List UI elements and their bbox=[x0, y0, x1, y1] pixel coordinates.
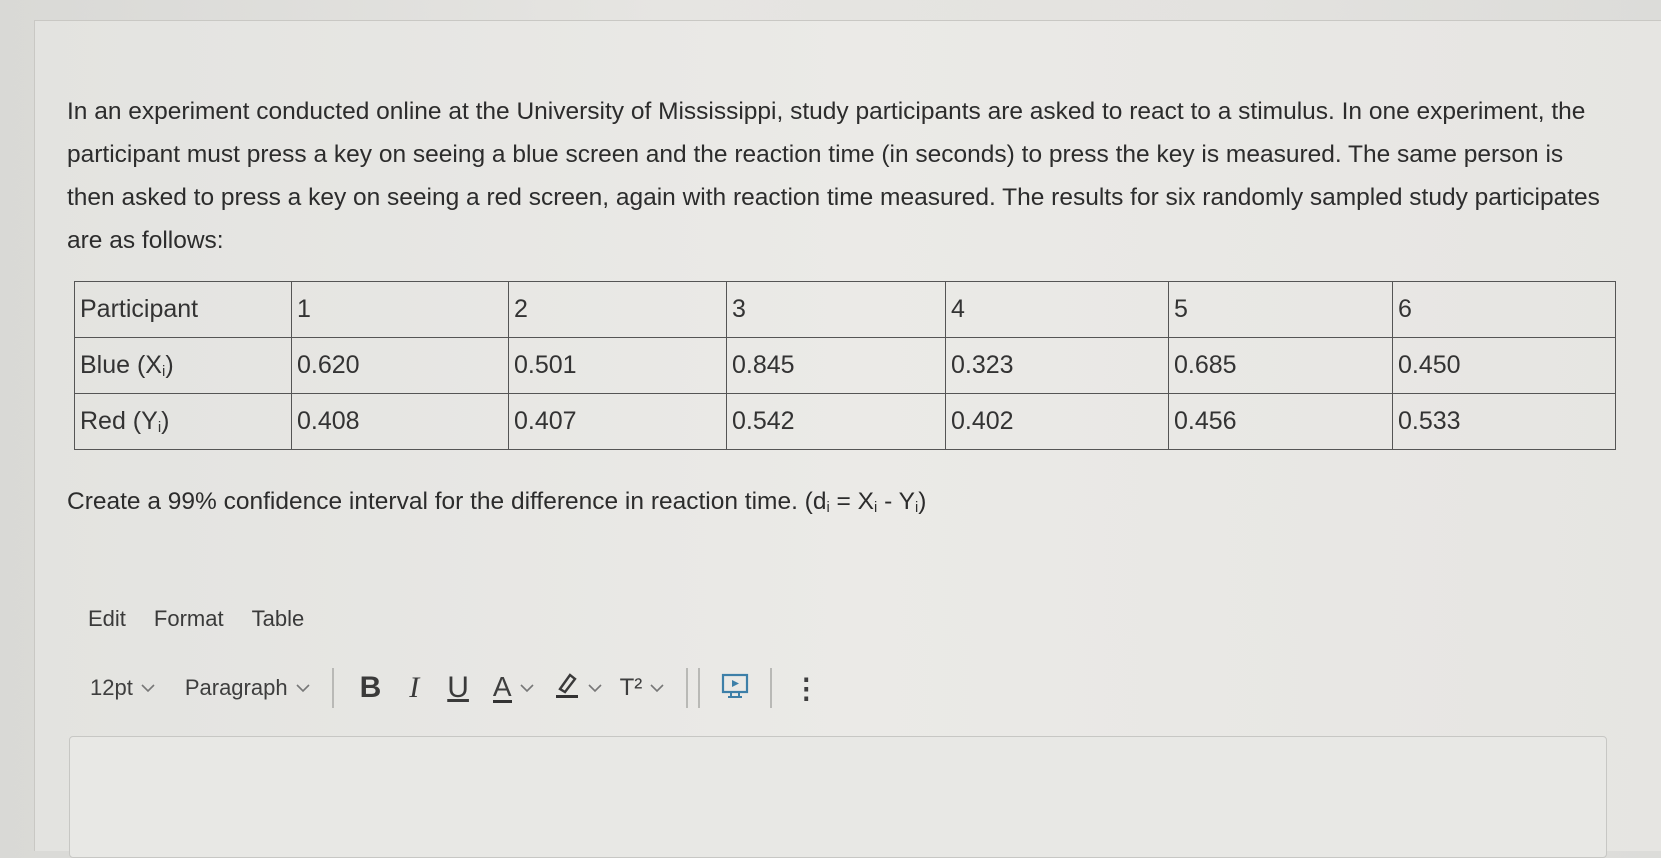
answer-editor[interactable] bbox=[69, 736, 1607, 858]
blue-cell: 0.685 bbox=[1169, 338, 1393, 394]
prompt-text bbox=[67, 488, 926, 516]
reaction-time-table bbox=[74, 281, 1616, 450]
question-text: In an experiment conducted online at the University of Mississippi, study participants are asked to react to a stimulus. In one experiment, the participant must press a key on seeing a blue screen and the reaction time (in seconds) to press the key is measured. The same person is then asked to press a key on seeing a red screen, again with reaction time measured. The results for six randomly sampled study participates are as follows: bbox=[67, 98, 1600, 254]
font-size-value: 12pt bbox=[90, 675, 133, 700]
participant-cell: 3 bbox=[727, 282, 946, 338]
blue-subscript: i bbox=[161, 363, 166, 380]
superscript-glyph: T² bbox=[619, 674, 643, 701]
row-label-red bbox=[75, 394, 292, 450]
more-vertical-icon[interactable]: ⋮ bbox=[792, 672, 821, 704]
toolbar-divider bbox=[332, 668, 334, 708]
prompt-sub: i bbox=[914, 499, 919, 516]
blue-cell: 0.323 bbox=[946, 338, 1169, 394]
participant-cell: 6 bbox=[1393, 282, 1616, 338]
prompt-sub: i bbox=[874, 499, 878, 516]
prompt-sub: i bbox=[826, 499, 830, 516]
row-label-blue bbox=[75, 338, 292, 394]
menu-format[interactable]: Format bbox=[153, 606, 224, 631]
embed-media-icon[interactable] bbox=[720, 671, 750, 706]
participant-cell: 1 bbox=[292, 282, 509, 338]
table-row bbox=[75, 338, 1616, 394]
blue-close: ) bbox=[165, 351, 174, 379]
participant-cell: 4 bbox=[946, 282, 1169, 338]
red-label: Red (Y bbox=[80, 407, 158, 435]
block-format-dropdown[interactable] bbox=[185, 675, 310, 701]
bold-button[interactable]: B bbox=[359, 671, 382, 704]
chevron-down-icon bbox=[650, 680, 664, 697]
red-cell: 0.402 bbox=[946, 394, 1169, 450]
menu-edit[interactable]: Edit bbox=[88, 606, 126, 631]
font-size-dropdown[interactable] bbox=[90, 675, 155, 701]
text-color-button[interactable] bbox=[492, 670, 534, 703]
chevron-down-icon bbox=[588, 680, 602, 697]
highlighter-icon bbox=[554, 671, 580, 705]
toolbar-divider bbox=[698, 668, 700, 708]
toolbar-divider bbox=[686, 668, 688, 708]
prompt-mid: - Y bbox=[877, 488, 915, 515]
underline-button[interactable]: U bbox=[447, 671, 469, 704]
table-row bbox=[75, 282, 1616, 338]
chevron-down-icon bbox=[296, 680, 310, 697]
prompt-mid: = X bbox=[829, 488, 874, 515]
blue-cell: 0.450 bbox=[1393, 338, 1616, 394]
prompt-prefix: Create a 99% confidence interval for the difference in reaction time. (d bbox=[67, 488, 827, 515]
red-close: ) bbox=[161, 407, 170, 435]
blue-cell: 0.501 bbox=[509, 338, 727, 394]
red-cell: 0.407 bbox=[509, 394, 727, 450]
block-format-value: Paragraph bbox=[184, 675, 288, 700]
superscript-button[interactable] bbox=[620, 674, 665, 702]
chevron-down-icon bbox=[520, 680, 534, 697]
toolbar-divider bbox=[770, 668, 772, 708]
blue-cell: 0.620 bbox=[292, 338, 509, 394]
text-color-glyph: A bbox=[492, 670, 512, 702]
blue-label: Blue (X bbox=[80, 351, 162, 379]
red-cell: 0.408 bbox=[292, 394, 509, 450]
header-cell: Participant bbox=[75, 282, 292, 338]
table-row bbox=[75, 394, 1616, 450]
participant-cell: 2 bbox=[509, 282, 727, 338]
red-cell: 0.456 bbox=[1169, 394, 1393, 450]
menu-table[interactable]: Table bbox=[251, 606, 305, 631]
editor-toolbar bbox=[90, 668, 820, 708]
highlight-color-button[interactable] bbox=[554, 671, 602, 705]
participant-cell: 5 bbox=[1169, 282, 1393, 338]
red-cell: 0.542 bbox=[727, 394, 946, 450]
editor-menubar bbox=[88, 606, 304, 632]
blue-cell: 0.845 bbox=[727, 338, 946, 394]
red-cell: 0.533 bbox=[1393, 394, 1616, 450]
red-subscript: i bbox=[157, 419, 162, 436]
italic-button[interactable]: I bbox=[409, 671, 420, 704]
prompt-suffix: ) bbox=[918, 488, 927, 515]
chevron-down-icon bbox=[141, 680, 155, 697]
